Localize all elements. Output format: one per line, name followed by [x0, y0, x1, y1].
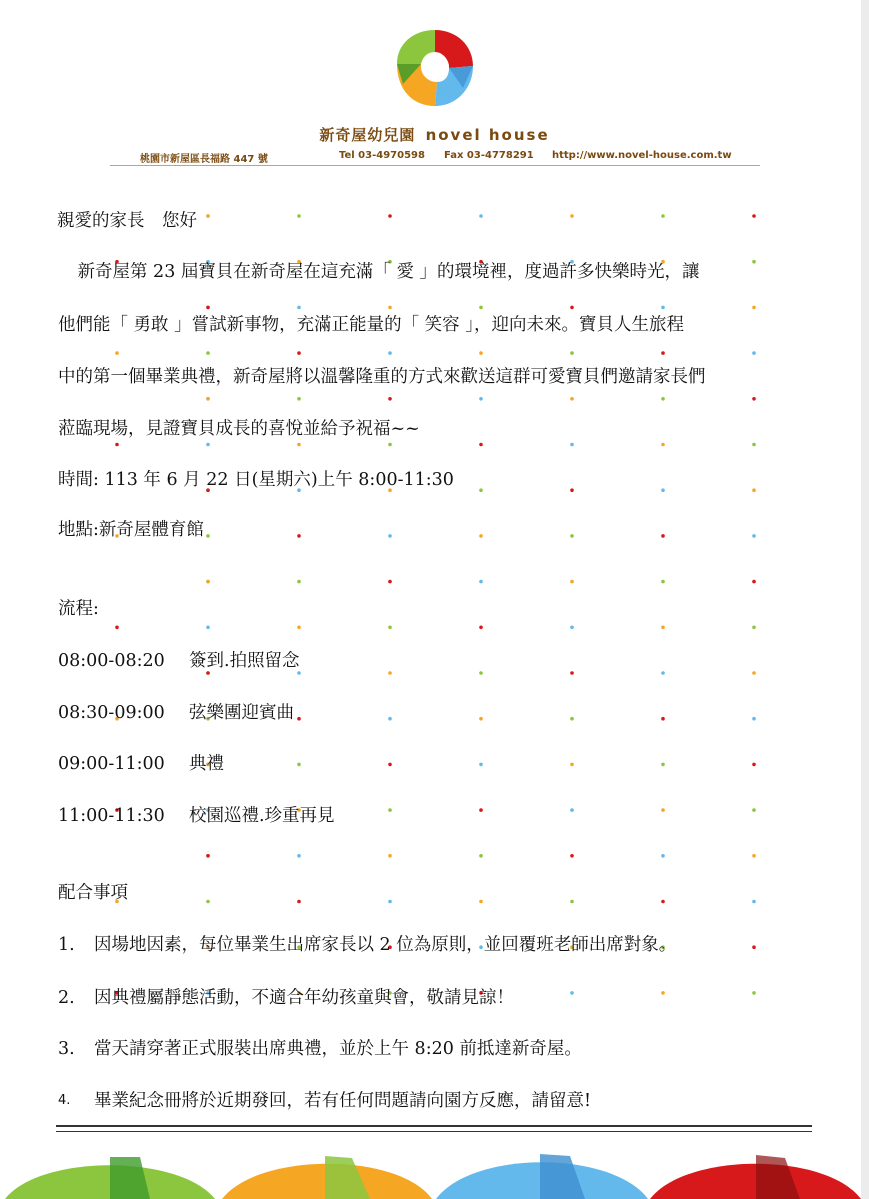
decorative-dot — [752, 717, 756, 721]
website-link[interactable]: http://www.novel-house.com.tw — [552, 150, 732, 161]
decorative-dot — [661, 763, 665, 767]
decorative-dot — [479, 306, 483, 310]
decorative-dot — [752, 260, 756, 264]
event-time: 時間: 113 年 6 月 22 日(星期六)上午 8:00-11:30 — [58, 470, 454, 490]
decorative-dot — [661, 214, 665, 218]
decorative-dot — [752, 214, 756, 218]
decorative-dot — [388, 671, 392, 675]
schedule-item: 典禮 — [189, 754, 224, 774]
schedule-item: 弦樂團迎賓曲 — [189, 703, 294, 723]
decorative-dot — [388, 397, 392, 401]
note-text: 因場地因素，每位畢業生出席家長以 2 位為原則，並回覆班老師出席對象。 — [94, 935, 677, 955]
decorative-dot — [479, 580, 483, 584]
schedule-time: 11:00-11:30 — [58, 806, 165, 826]
decorative-dot — [297, 763, 301, 767]
decorative-dot — [479, 763, 483, 767]
decorative-dot — [388, 717, 392, 721]
decorative-dot — [570, 397, 574, 401]
note-number: 3. — [58, 1039, 75, 1059]
decorative-dot — [661, 717, 665, 721]
decorative-dot — [752, 900, 756, 904]
decorative-dot — [479, 443, 483, 447]
decorative-dot — [752, 991, 756, 995]
decorative-dot — [297, 717, 301, 721]
decorative-dot — [570, 900, 574, 904]
decorative-dot — [479, 808, 483, 812]
decorative-dot — [206, 580, 210, 584]
decorative-dot — [570, 351, 574, 355]
footer-divider — [56, 1125, 812, 1127]
decorative-dot — [570, 443, 574, 447]
decorative-dot — [661, 306, 665, 310]
decorative-dot — [388, 443, 392, 447]
note-text: 因典禮屬靜態活動，不適合年幼孩童與會，敬請見諒！ — [94, 988, 514, 1008]
decorative-dot — [752, 808, 756, 812]
decorative-dot — [297, 580, 301, 584]
decorative-dot — [752, 397, 756, 401]
decorative-dot — [479, 671, 483, 675]
note-number: 4. — [58, 1093, 71, 1108]
decorative-dot — [570, 808, 574, 812]
decorative-dot — [206, 534, 210, 538]
decorative-dot — [388, 580, 392, 584]
decorative-dot — [570, 626, 574, 630]
decorative-dot — [388, 808, 392, 812]
decorative-dot — [297, 306, 301, 310]
decorative-dot — [206, 626, 210, 630]
decorative-dot — [115, 351, 119, 355]
decorative-dot — [206, 900, 210, 904]
schedule-item: 簽到.拍照留念 — [189, 651, 300, 671]
decorative-dot — [479, 351, 483, 355]
decorative-dot — [115, 626, 119, 630]
decorative-dot — [661, 488, 665, 492]
arc-red — [650, 1164, 861, 1199]
decorative-dot — [297, 626, 301, 630]
schedule-time: 08:30-09:00 — [58, 703, 165, 723]
schedule-label: 流程: — [58, 599, 99, 619]
fax: Fax 03-4778291 — [444, 150, 534, 161]
brand-name-en: novel house — [425, 126, 550, 144]
decorative-dot — [752, 534, 756, 538]
decorative-dot — [479, 534, 483, 538]
notes-label: 配合事項 — [58, 883, 128, 903]
decorative-dot — [388, 900, 392, 904]
note-number: 1. — [58, 935, 75, 955]
decorative-dot — [661, 580, 665, 584]
decorative-dot — [661, 900, 665, 904]
decorative-dot — [752, 945, 756, 949]
decorative-dot — [206, 854, 210, 858]
decorative-dot — [752, 626, 756, 630]
decorative-dot — [206, 351, 210, 355]
note-number: 2. — [58, 988, 75, 1008]
decorative-dot — [752, 671, 756, 675]
decorative-dot — [479, 717, 483, 721]
decorative-dot — [661, 626, 665, 630]
decorative-dot — [479, 488, 483, 492]
decorative-dot — [479, 626, 483, 630]
decorative-dot — [115, 443, 119, 447]
schedule-time: 09:00-11:00 — [58, 754, 165, 774]
decorative-dot — [570, 306, 574, 310]
decorative-dot — [479, 214, 483, 218]
novel-house-logo-icon — [393, 26, 477, 110]
decorative-dot — [752, 351, 756, 355]
decorative-dot — [206, 214, 210, 218]
decorative-dot — [752, 306, 756, 310]
decorative-dot — [297, 900, 301, 904]
decorative-dot — [297, 534, 301, 538]
footer-divider-thin — [56, 1131, 812, 1132]
decorative-dot — [297, 214, 301, 218]
schedule-item: 校園巡禮.珍重再見 — [189, 806, 335, 826]
decorative-dot — [752, 763, 756, 767]
decorative-dot — [661, 991, 665, 995]
decorative-dot — [297, 397, 301, 401]
decorative-dot — [297, 351, 301, 355]
intro-line-4: 蒞臨現場，見證寶貝成長的喜悅並給予祝福~~ — [58, 419, 420, 439]
decorative-dot — [661, 397, 665, 401]
greeting: 親愛的家長 您好 — [57, 211, 197, 231]
decorative-dot — [752, 854, 756, 858]
decorative-dot — [661, 854, 665, 858]
decorative-dot — [752, 443, 756, 447]
brand-title — [0, 124, 861, 145]
decorative-dot — [388, 626, 392, 630]
decorative-dot — [570, 763, 574, 767]
decorative-dot — [206, 443, 210, 447]
decorative-dot — [388, 306, 392, 310]
decorative-dot — [570, 488, 574, 492]
decorative-dot — [570, 534, 574, 538]
address: 桃園市新屋區長福路 447 號 — [140, 154, 268, 165]
decorative-dot — [479, 397, 483, 401]
decorative-dot — [570, 580, 574, 584]
intro-line-1: 新奇屋第 23 屆寶貝在新奇屋在這充滿「 愛 」的環境裡，度過許多快樂時光，讓 — [60, 262, 700, 282]
footer-rainbow-arcs — [0, 1140, 861, 1199]
decorative-dot — [206, 397, 210, 401]
decorative-dot — [570, 214, 574, 218]
decorative-dot — [388, 854, 392, 858]
decorative-dot — [570, 717, 574, 721]
telephone: Tel 03-4970598 — [339, 150, 425, 161]
decorative-dot — [388, 214, 392, 218]
decorative-dot — [570, 854, 574, 858]
decorative-dot — [297, 854, 301, 858]
schedule-time: 08:00-08:20 — [58, 651, 165, 671]
decorative-dot — [570, 671, 574, 675]
intro-line-2: 他們能「 勇敢 」嘗試新事物，充滿正能量的「 笑容 」，迎向未來。寶貝人生旅程 — [58, 315, 684, 335]
decorative-dot — [297, 443, 301, 447]
decorative-dot — [752, 580, 756, 584]
decorative-dot — [661, 443, 665, 447]
decorative-dot — [661, 534, 665, 538]
decorative-dot — [388, 534, 392, 538]
contact-divider — [110, 165, 760, 166]
note-text: 當天請穿著正式服裝出席典禮，並於上午 8:20 前抵達新奇屋。 — [94, 1039, 582, 1059]
decorative-dot — [661, 351, 665, 355]
decorative-dot — [752, 488, 756, 492]
decorative-dot — [206, 306, 210, 310]
decorative-dot — [479, 854, 483, 858]
decorative-dot — [388, 763, 392, 767]
note-text: 畢業紀念冊將於近期發回，若有任何問題請向園方反應，請留意! — [94, 1091, 592, 1111]
brand-name-zh: 新奇屋幼兒園 — [319, 126, 416, 144]
event-place: 地點:新奇屋體育館 — [58, 520, 204, 540]
decorative-dot — [661, 671, 665, 675]
decorative-dot — [661, 808, 665, 812]
decorative-dot — [388, 351, 392, 355]
decorative-dot — [570, 991, 574, 995]
intro-line-3: 中的第一個畢業典禮，新奇屋將以溫馨隆重的方式來歡送這群可愛寶貝們邀請家長們 — [58, 367, 706, 387]
decorative-dot — [479, 900, 483, 904]
